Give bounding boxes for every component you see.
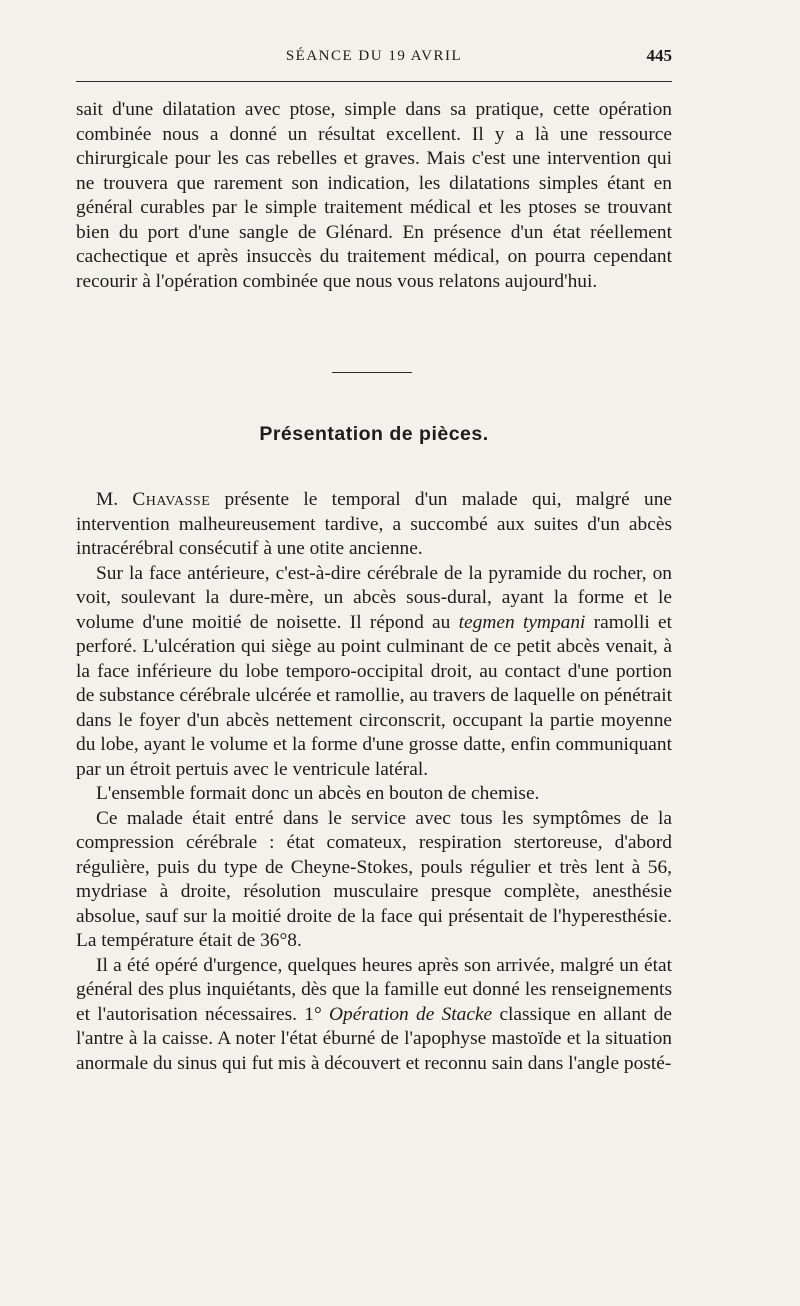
p2-italic-term: tegmen tympani (458, 611, 586, 633)
page-number: 445 (646, 46, 672, 65)
p5-before: Il a été opéré d'urgence, quelques heures après son arrivée, malgré un état général des plus inquiétants, dès que la famille eut donné les renseignements et l'autorisation nécessaires. 1° (76, 954, 672, 1025)
paragraph-4: Ce malade était entré dans le service avec tous les symptômes de la compression cérébrale : état comateux, respiration stertoreuse, d'abord régulière, puis du type de Cheyne-Stokes, pouls régulier et très lent à 56, mydriase à droite, résolution musculaire presque complète, anesthésie absolue, sauf sur la moitié droite de la face qui présentait de l'hyperesthésie. La température était de 36°8. (76, 807, 672, 951)
p2-after: ramolli et perforé. L'ulcération qui siège au point culminant de ce petit abcès venait, à la face inférieure du lobe temporo-occipital droit, au contact d'une portion de substance cérébrale ulcérée et ramollie, au travers de laquelle on pénétrait dans le foyer d'un abcès nettement circonscrit, occupant la partie moyenne du lobe, ayant le volume et la forme d'une grosse datte, enfin communiquant par un étroit pertuis avec le ventricule latéral. (76, 611, 672, 780)
p5-italic-term: Opération de Stacke (329, 1003, 493, 1025)
section-body (76, 488, 672, 1076)
p1-text: présente le temporal d'un malade qui, malgré une intervention malheureusement tardive, a succombé aux suites d'un abcès intracérébral consécutif à une otite ancienne. (76, 489, 672, 559)
paragraph-3: L'ensemble formait donc un abcès en bouton de chemise. (96, 783, 540, 804)
header-rule (76, 81, 672, 82)
paragraph-2 (76, 562, 672, 783)
p5-after: classique en allant de l'antre à la caisse. A noter l'état éburné de l'apophyse mastoïde et la situation anormale du sinus qui fut mis à découvert et reconnu sain dans l'angle posté- (76, 1003, 672, 1074)
continuation-block (76, 98, 672, 294)
author-name: Chavasse (132, 489, 211, 510)
paragraph-1 (76, 488, 672, 562)
paragraph-5 (76, 954, 672, 1077)
section-divider (332, 372, 412, 373)
p2-before: Sur la face antérieure, c'est-à-dire cérébrale de la pyramide du rocher, on voit, soulevant la dure-mère, un abcès sous-dural, ayant la forme et le volume d'une moitié de noisette. Il répond au (76, 562, 672, 633)
section-title: Présentation de pièces. (259, 423, 489, 445)
running-title: SÉANCE DU 19 AVRIL (285, 48, 463, 64)
page-header (76, 44, 672, 76)
continuation-paragraph: sait d'une dilatation avec ptose, simple dans sa pratique, cette opération combinée nous a donné un résultat excellent. Il y a là une ressource chirurgicale pour les cas rebelles et graves. Mais c'est une intervention qui ne trouvera que rarement son indication, les dilatations simples étant en général curables par le simple traitement médical et les ptoses se trouvant bien du port d'une sangle de Glénard. En présence d'un état réellement cachectique et après insuccès du traitement médical, on pourra cependant recourir à l'opération combinée que nous vous relatons aujourd'hui. (76, 99, 672, 292)
p1-prefix: M. (96, 489, 133, 510)
